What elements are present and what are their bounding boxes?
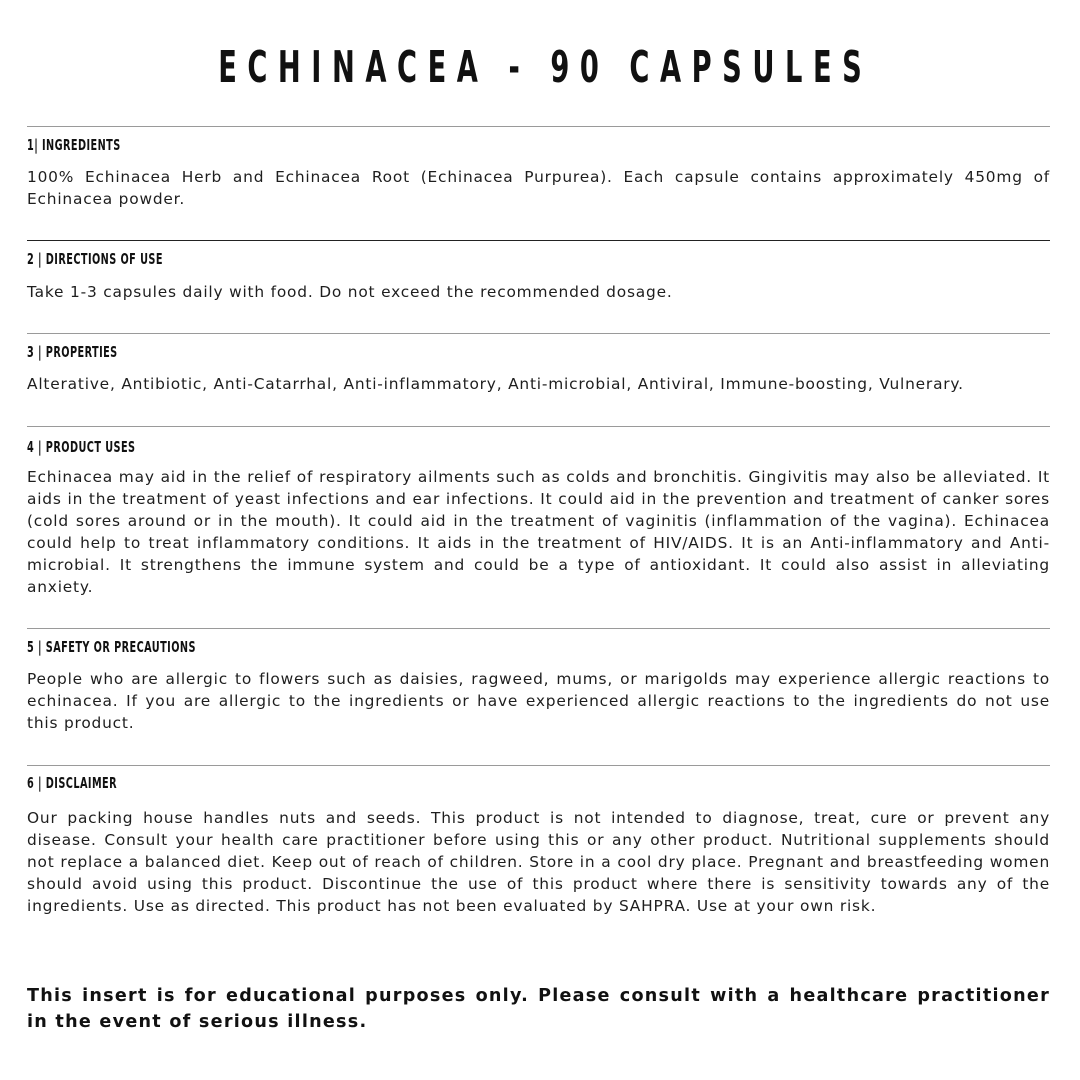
section-heading-safety: 5 | SAFETY OR PRECAUTIONS	[27, 638, 196, 656]
section-heading-disclaimer: 6 | DISCLAIMER	[27, 774, 118, 792]
section-text-safety: People who are allergic to flowers such as daisies, ragweed, mums, or marigolds may experience allergic reactions to echinacea. If you are allergic to the ingredients or have experienced allergic reactions to the ingredients do not use this product.	[27, 670, 1050, 732]
section-heading-product-uses: 4 | PRODUCT USES	[27, 438, 136, 456]
section-divider	[27, 240, 1050, 241]
educational-notice: This insert is for educational purposes only. Please consult with a healthcare practitioner in the event of serious illness.	[27, 986, 1050, 1032]
section-divider	[27, 426, 1050, 427]
section-text-disclaimer: Our packing house handles nuts and seeds. This product is not intended to diagnose, treat, cure or prevent any disease. Consult your health care practitioner before using this or any other product. Nutritional supplements should not replace a balanced diet. Keep out of reach of children. Store in a cool dry place. Pregnant and breastfeeding women should avoid using this product. Discontinue the use of this product where there is sensitivity towards any of the ingredients. Use as directed. This product has not been evaluated by SAHPRA. Use at your own risk.	[27, 809, 1050, 915]
section-divider	[27, 333, 1050, 334]
section-divider	[27, 765, 1050, 766]
section-heading-properties: 3 | PROPERTIES	[27, 343, 118, 361]
section-divider	[27, 628, 1050, 629]
section-text-properties: Alterative, Antibiotic, Anti-Catarrhal, Anti-inflammatory, Anti-microbial, Antiviral, Immune-boosting, Vulnerary.	[27, 375, 964, 393]
section-divider	[27, 126, 1050, 127]
section-heading-directions: 2 | DIRECTIONS OF USE	[27, 250, 163, 268]
section-text-directions: Take 1-3 capsules daily with food. Do not exceed the recommended dosage.	[27, 283, 673, 301]
section-text-product-uses: Echinacea may aid in the relief of respiratory ailments such as colds and bronchitis. Gingivitis may also be alleviated. It aids in the treatment of yeast infections and ear infections. It could aid in the prevention and treatment of canker sores (cold sores around or in the mouth). It could aid in the treatment of vaginitis (inflammation of the vagina). Echinacea could help to treat inflammatory conditions. It aids in the treatment of HIV/AIDS. It is an Anti-inflammatory and Anti-microbial. It strengthens the immune system and could be a type of antioxidant. It could also assist in alleviating anxiety.	[27, 468, 1050, 596]
section-text-ingredients: 100% Echinacea Herb and Echinacea Root (Echinacea Purpurea). Each capsule contains approximately 450mg of Echinacea powder.	[27, 168, 1050, 208]
page-title: ECHINACEA - 90 CAPSULES	[218, 42, 873, 93]
section-heading-ingredients: 1| INGREDIENTS	[27, 136, 121, 154]
